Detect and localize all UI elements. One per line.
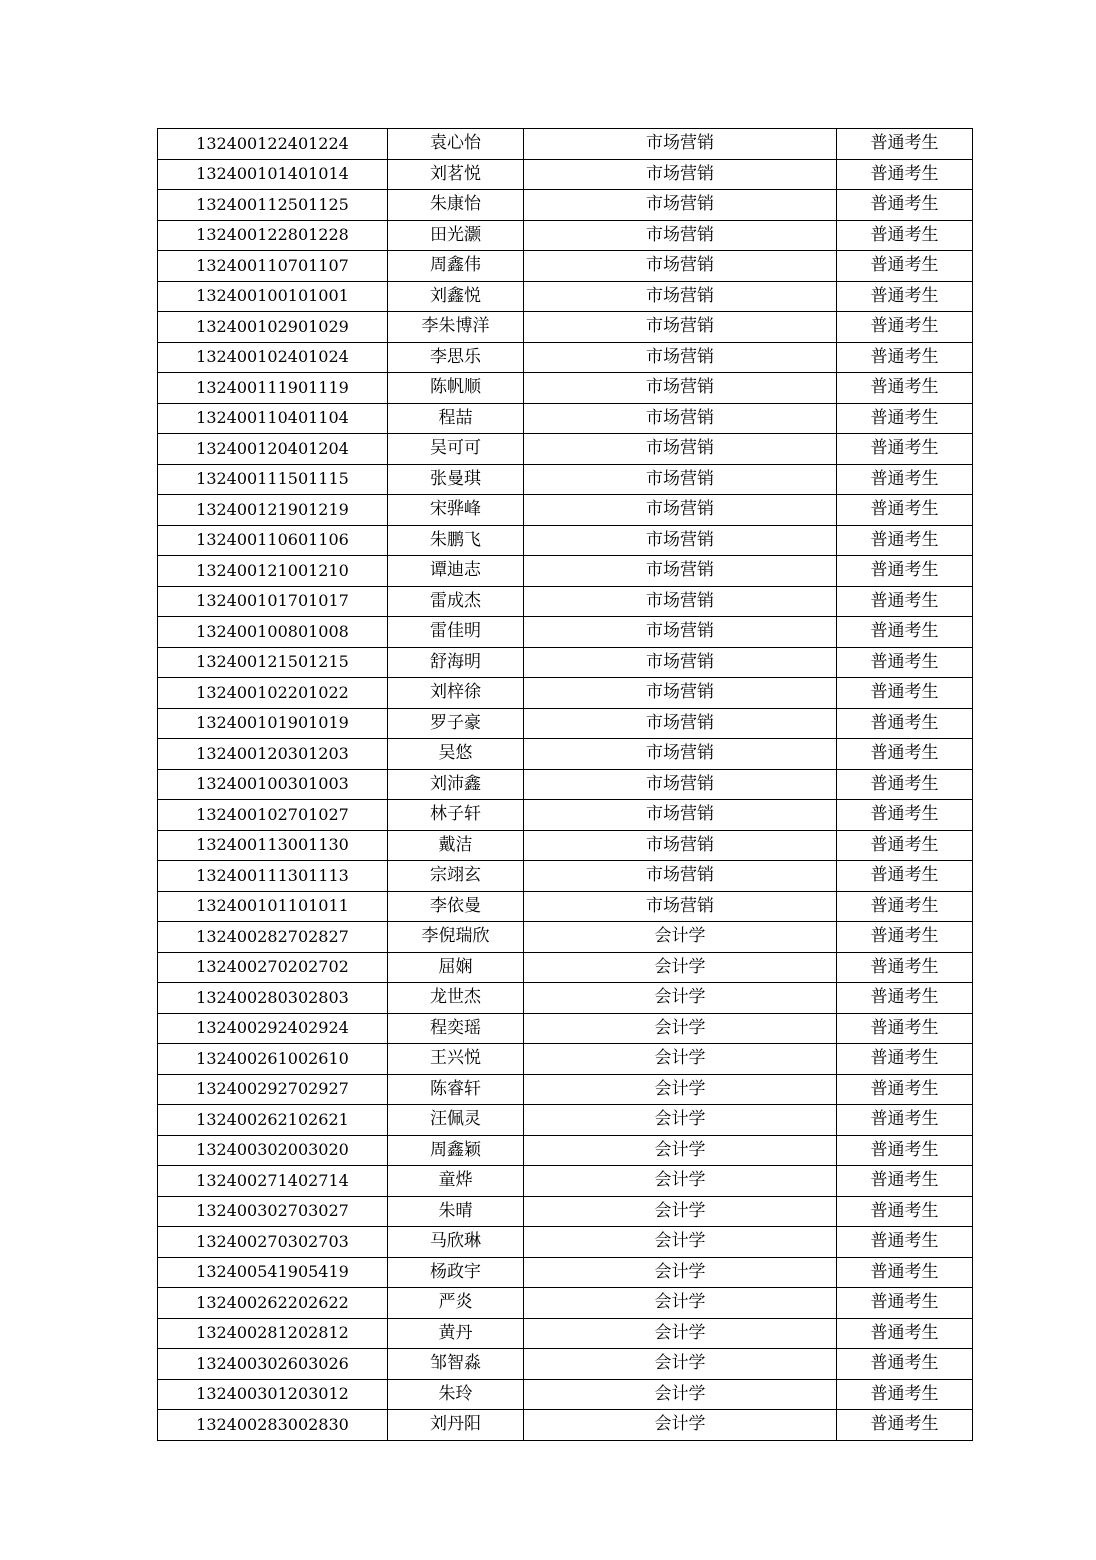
candidate-name-cell: 宗翊玄 [388, 861, 524, 892]
candidate-name-cell: 舒海明 [388, 647, 524, 678]
major-cell: 市场营销 [524, 190, 837, 221]
table-row [158, 1196, 973, 1227]
exam-id-cell: 132400102201022 [158, 678, 388, 709]
candidate-type-cell: 普通考生 [837, 1257, 973, 1288]
table-row [158, 1257, 973, 1288]
major-cell: 会计学 [524, 1013, 837, 1044]
candidate-type-cell: 普通考生 [837, 1379, 973, 1410]
candidate-type-cell: 普通考生 [837, 251, 973, 282]
candidate-type-cell: 普通考生 [837, 1349, 973, 1380]
table-row [158, 952, 973, 983]
exam-id-cell: 132400110701107 [158, 251, 388, 282]
major-cell: 市场营销 [524, 434, 837, 465]
candidate-type-cell: 普通考生 [837, 678, 973, 709]
candidate-type-cell: 普通考生 [837, 647, 973, 678]
candidate-name-cell: 黄丹 [388, 1318, 524, 1349]
candidate-type-cell: 普通考生 [837, 1288, 973, 1319]
exam-id-cell: 132400110401104 [158, 403, 388, 434]
candidate-type-cell: 普通考生 [837, 1196, 973, 1227]
table-row [158, 403, 973, 434]
table-row [158, 1105, 973, 1136]
table-row [158, 1166, 973, 1197]
candidate-type-cell: 普通考生 [837, 769, 973, 800]
table-row [158, 220, 973, 251]
major-cell: 市场营销 [524, 556, 837, 587]
major-cell: 会计学 [524, 1349, 837, 1380]
candidate-name-cell: 李倪瑞欣 [388, 922, 524, 953]
table-row [158, 586, 973, 617]
candidate-type-cell: 普通考生 [837, 129, 973, 160]
major-cell: 市场营销 [524, 220, 837, 251]
candidate-type-cell: 普通考生 [837, 1318, 973, 1349]
major-cell: 市场营销 [524, 891, 837, 922]
exam-id-cell: 132400122401224 [158, 129, 388, 160]
candidate-type-cell: 普通考生 [837, 556, 973, 587]
table-row [158, 1013, 973, 1044]
candidate-type-cell: 普通考生 [837, 495, 973, 526]
candidate-name-cell: 罗子豪 [388, 708, 524, 739]
major-cell: 会计学 [524, 1410, 837, 1441]
candidate-name-cell: 刘茗悦 [388, 159, 524, 190]
major-cell: 会计学 [524, 1257, 837, 1288]
table-row [158, 922, 973, 953]
exam-id-cell: 132400292702927 [158, 1074, 388, 1105]
table-row [158, 373, 973, 404]
major-cell: 市场营销 [524, 647, 837, 678]
exam-id-cell: 132400541905419 [158, 1257, 388, 1288]
candidate-name-cell: 程奕瑶 [388, 1013, 524, 1044]
exam-id-cell: 132400120301203 [158, 739, 388, 770]
major-cell: 市场营销 [524, 403, 837, 434]
table-row [158, 861, 973, 892]
exam-id-cell: 132400282702827 [158, 922, 388, 953]
major-cell: 会计学 [524, 1379, 837, 1410]
candidate-type-cell: 普通考生 [837, 830, 973, 861]
candidate-type-cell: 普通考生 [837, 800, 973, 831]
table-row [158, 1318, 973, 1349]
candidate-name-cell: 陈帆顺 [388, 373, 524, 404]
table-row [158, 1410, 973, 1441]
candidate-table-body [158, 129, 973, 1441]
candidate-type-cell: 普通考生 [837, 220, 973, 251]
candidate-type-cell: 普通考生 [837, 1044, 973, 1075]
major-cell: 市场营销 [524, 281, 837, 312]
candidate-type-cell: 普通考生 [837, 190, 973, 221]
candidate-name-cell: 陈睿轩 [388, 1074, 524, 1105]
candidate-name-cell: 刘梓徐 [388, 678, 524, 709]
candidate-name-cell: 张曼琪 [388, 464, 524, 495]
exam-id-cell: 132400102901029 [158, 312, 388, 343]
candidate-type-cell: 普通考生 [837, 739, 973, 770]
candidate-name-cell: 雷成杰 [388, 586, 524, 617]
exam-id-cell: 132400302703027 [158, 1196, 388, 1227]
major-cell: 会计学 [524, 922, 837, 953]
candidate-name-cell: 杨政宇 [388, 1257, 524, 1288]
table-row [158, 525, 973, 556]
candidate-type-cell: 普通考生 [837, 617, 973, 648]
major-cell: 会计学 [524, 1227, 837, 1258]
exam-id-cell: 132400270302703 [158, 1227, 388, 1258]
candidate-name-cell: 朱鹏飞 [388, 525, 524, 556]
major-cell: 会计学 [524, 1135, 837, 1166]
candidate-name-cell: 袁心怡 [388, 129, 524, 160]
major-cell: 市场营销 [524, 495, 837, 526]
table-row [158, 739, 973, 770]
candidate-name-cell: 林子轩 [388, 800, 524, 831]
major-cell: 市场营销 [524, 739, 837, 770]
table-row [158, 769, 973, 800]
exam-id-cell: 132400102701027 [158, 800, 388, 831]
table-row [158, 312, 973, 343]
candidate-name-cell: 屈娴 [388, 952, 524, 983]
table-row [158, 830, 973, 861]
exam-id-cell: 132400121501215 [158, 647, 388, 678]
major-cell: 市场营销 [524, 342, 837, 373]
candidate-name-cell: 童烨 [388, 1166, 524, 1197]
candidate-name-cell: 朱玲 [388, 1379, 524, 1410]
candidate-type-cell: 普通考生 [837, 342, 973, 373]
candidate-name-cell: 严炎 [388, 1288, 524, 1319]
table-row [158, 190, 973, 221]
major-cell: 市场营销 [524, 525, 837, 556]
exam-id-cell: 132400283002830 [158, 1410, 388, 1441]
candidate-type-cell: 普通考生 [837, 1410, 973, 1441]
candidate-name-cell: 汪佩灵 [388, 1105, 524, 1136]
exam-id-cell: 132400301203012 [158, 1379, 388, 1410]
candidate-type-cell: 普通考生 [837, 312, 973, 343]
exam-id-cell: 132400271402714 [158, 1166, 388, 1197]
table-row [158, 495, 973, 526]
candidate-name-cell: 程喆 [388, 403, 524, 434]
table-row [158, 342, 973, 373]
candidate-type-cell: 普通考生 [837, 983, 973, 1014]
table-row [158, 1044, 973, 1075]
candidate-type-cell: 普通考生 [837, 159, 973, 190]
major-cell: 市场营销 [524, 251, 837, 282]
candidate-name-cell: 谭迪志 [388, 556, 524, 587]
candidate-type-cell: 普通考生 [837, 708, 973, 739]
table-row [158, 708, 973, 739]
exam-id-cell: 132400280302803 [158, 983, 388, 1014]
major-cell: 市场营销 [524, 373, 837, 404]
candidate-name-cell: 戴洁 [388, 830, 524, 861]
candidate-type-cell: 普通考生 [837, 1227, 973, 1258]
table-row [158, 251, 973, 282]
table-row [158, 1379, 973, 1410]
candidate-name-cell: 雷佳明 [388, 617, 524, 648]
candidate-type-cell: 普通考生 [837, 922, 973, 953]
candidate-type-cell: 普通考生 [837, 952, 973, 983]
table-row [158, 647, 973, 678]
candidate-name-cell: 田光灏 [388, 220, 524, 251]
exam-id-cell: 132400112501125 [158, 190, 388, 221]
candidate-name-cell: 朱康怡 [388, 190, 524, 221]
exam-id-cell: 132400111301113 [158, 861, 388, 892]
exam-id-cell: 132400111901119 [158, 373, 388, 404]
major-cell: 市场营销 [524, 861, 837, 892]
exam-id-cell: 132400302003020 [158, 1135, 388, 1166]
exam-id-cell: 132400101401014 [158, 159, 388, 190]
table-row [158, 1288, 973, 1319]
candidate-type-cell: 普通考生 [837, 1135, 973, 1166]
major-cell: 市场营销 [524, 830, 837, 861]
candidate-name-cell: 李思乐 [388, 342, 524, 373]
candidate-name-cell: 李朱博洋 [388, 312, 524, 343]
major-cell: 市场营销 [524, 586, 837, 617]
table-row [158, 617, 973, 648]
exam-id-cell: 132400121901219 [158, 495, 388, 526]
major-cell: 市场营销 [524, 129, 837, 160]
major-cell: 会计学 [524, 1166, 837, 1197]
exam-id-cell: 132400111501115 [158, 464, 388, 495]
candidate-type-cell: 普通考生 [837, 1074, 973, 1105]
major-cell: 会计学 [524, 952, 837, 983]
candidate-name-cell: 龙世杰 [388, 983, 524, 1014]
candidate-table [157, 128, 973, 1441]
exam-id-cell: 132400262202622 [158, 1288, 388, 1319]
candidate-name-cell: 王兴悦 [388, 1044, 524, 1075]
candidate-type-cell: 普通考生 [837, 464, 973, 495]
candidate-name-cell: 吴可可 [388, 434, 524, 465]
candidate-name-cell: 宋骅峰 [388, 495, 524, 526]
major-cell: 市场营销 [524, 708, 837, 739]
exam-id-cell: 132400262102621 [158, 1105, 388, 1136]
candidate-name-cell: 马欣琳 [388, 1227, 524, 1258]
candidate-type-cell: 普通考生 [837, 373, 973, 404]
candidate-type-cell: 普通考生 [837, 586, 973, 617]
candidate-type-cell: 普通考生 [837, 891, 973, 922]
candidate-type-cell: 普通考生 [837, 1105, 973, 1136]
candidate-type-cell: 普通考生 [837, 1013, 973, 1044]
exam-id-cell: 132400100101001 [158, 281, 388, 312]
candidate-type-cell: 普通考生 [837, 281, 973, 312]
exam-id-cell: 132400100301003 [158, 769, 388, 800]
candidate-name-cell: 邹智淼 [388, 1349, 524, 1380]
exam-id-cell: 132400100801008 [158, 617, 388, 648]
major-cell: 市场营销 [524, 159, 837, 190]
candidate-name-cell: 吴悠 [388, 739, 524, 770]
major-cell: 市场营销 [524, 312, 837, 343]
exam-id-cell: 132400102401024 [158, 342, 388, 373]
exam-id-cell: 132400261002610 [158, 1044, 388, 1075]
major-cell: 会计学 [524, 1318, 837, 1349]
table-row [158, 678, 973, 709]
exam-id-cell: 132400120401204 [158, 434, 388, 465]
major-cell: 会计学 [524, 1196, 837, 1227]
major-cell: 市场营销 [524, 678, 837, 709]
table-row [158, 800, 973, 831]
table-row [158, 1074, 973, 1105]
exam-id-cell: 132400292402924 [158, 1013, 388, 1044]
table-row [158, 891, 973, 922]
candidate-name-cell: 朱晴 [388, 1196, 524, 1227]
exam-id-cell: 132400101701017 [158, 586, 388, 617]
exam-id-cell: 132400122801228 [158, 220, 388, 251]
table-row [158, 1349, 973, 1380]
exam-id-cell: 132400113001130 [158, 830, 388, 861]
table-row [158, 129, 973, 160]
candidate-type-cell: 普通考生 [837, 1166, 973, 1197]
candidate-type-cell: 普通考生 [837, 525, 973, 556]
major-cell: 会计学 [524, 1105, 837, 1136]
major-cell: 会计学 [524, 1074, 837, 1105]
exam-id-cell: 132400101901019 [158, 708, 388, 739]
candidate-type-cell: 普通考生 [837, 434, 973, 465]
table-row [158, 434, 973, 465]
exam-id-cell: 132400101101011 [158, 891, 388, 922]
major-cell: 市场营销 [524, 769, 837, 800]
major-cell: 市场营销 [524, 617, 837, 648]
candidate-name-cell: 周鑫颖 [388, 1135, 524, 1166]
candidate-name-cell: 刘丹阳 [388, 1410, 524, 1441]
table-row [158, 159, 973, 190]
major-cell: 会计学 [524, 1288, 837, 1319]
candidate-name-cell: 刘鑫悦 [388, 281, 524, 312]
candidate-name-cell: 刘沛鑫 [388, 769, 524, 800]
table-row [158, 281, 973, 312]
major-cell: 市场营销 [524, 800, 837, 831]
table-row [158, 983, 973, 1014]
exam-id-cell: 132400270202702 [158, 952, 388, 983]
major-cell: 会计学 [524, 983, 837, 1014]
exam-id-cell: 132400281202812 [158, 1318, 388, 1349]
table-row [158, 464, 973, 495]
exam-id-cell: 132400110601106 [158, 525, 388, 556]
table-row [158, 1227, 973, 1258]
candidate-name-cell: 周鑫伟 [388, 251, 524, 282]
table-row [158, 556, 973, 587]
candidate-type-cell: 普通考生 [837, 861, 973, 892]
candidate-type-cell: 普通考生 [837, 403, 973, 434]
major-cell: 会计学 [524, 1044, 837, 1075]
table-row [158, 1135, 973, 1166]
major-cell: 市场营销 [524, 464, 837, 495]
exam-id-cell: 132400121001210 [158, 556, 388, 587]
candidate-name-cell: 李依曼 [388, 891, 524, 922]
exam-id-cell: 132400302603026 [158, 1349, 388, 1380]
